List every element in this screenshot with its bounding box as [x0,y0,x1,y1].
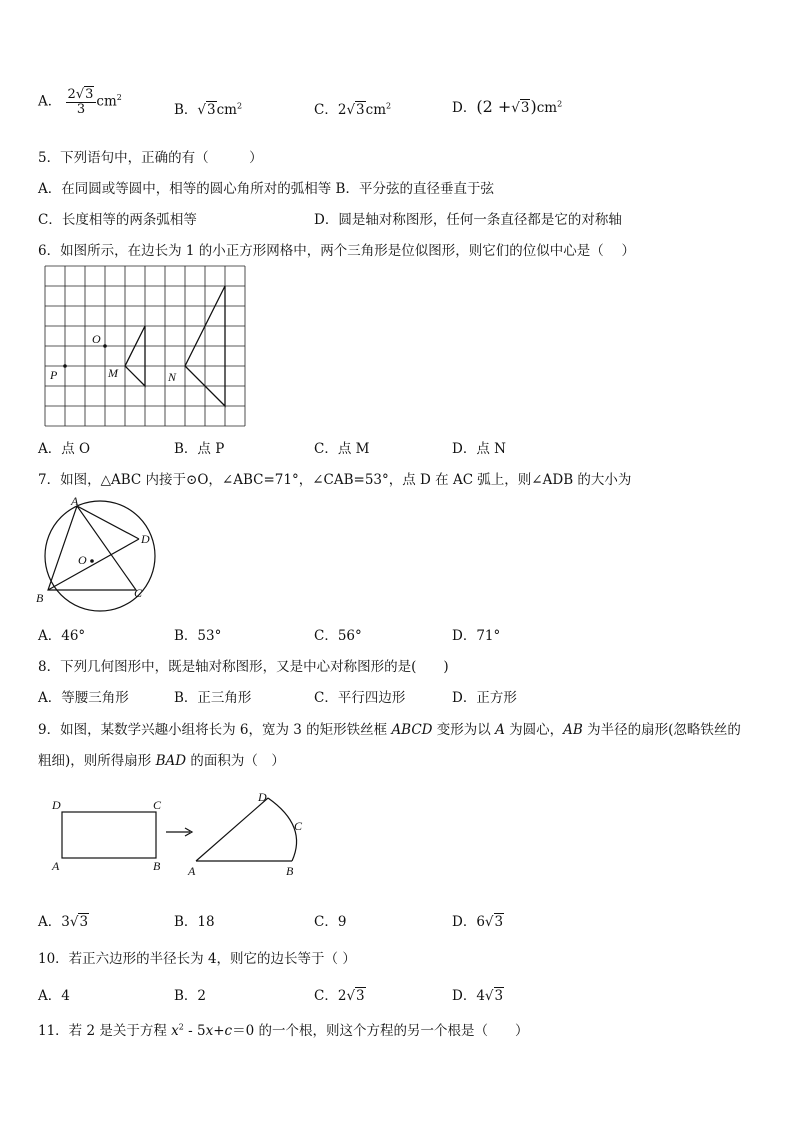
sector-label-c: C [294,819,303,833]
label-o: O [92,332,101,346]
q9-option-b: B．18 [174,914,215,930]
sector-label-a: A [188,864,196,878]
q5-stem: 5．下列语句中，正确的有（ ） [38,150,263,166]
q6-option-c: C．点 M [314,441,370,457]
q10-option-d: D．4√3 [452,988,504,1004]
rect-label-d: D [52,798,61,812]
q7-circle-figure [30,494,170,619]
rect-label-b: B [153,859,161,873]
q10-option-c: C．2√3 [314,988,365,1004]
q11-stem: 11．若 2 是关于方程 $x^2 - 5x+c=0$ 的一个根，则这个方程的另一个根是（ ） [38,1022,529,1039]
q4-option-a: A． $\frac{2√3}{3}$ $cm^2$ [38,87,122,117]
q10-stem: 10．若正六边形的半径长为 4，则它的边长等于（ ） [38,951,356,967]
rect-label-c: C [153,798,162,812]
q7-option-b: B．53° [174,628,222,644]
label-a: A [71,494,79,508]
q7-option-a: A．46° [38,628,86,644]
q4-option-d: D．$(2 +√3)cm^2$ [452,97,563,116]
label-n: N [168,370,177,384]
q7-option-c: C．56° [314,628,362,644]
q9-figure [46,788,316,880]
q4-option-c: C．$2√3cm^2$ [314,101,392,118]
rect-label-a: A [52,859,60,873]
q6-grid-figure [44,265,246,427]
sector-label-d: D [258,790,267,804]
small-triangle [125,326,145,386]
label-c: C [134,586,143,600]
q8-option-d: D．正方形 [452,690,517,706]
label-b: B [36,591,44,605]
q9-stem-line1: 9．如图，某数学兴趣小组将长为 6，宽为 3 的矩形铁丝框 ABCD 变形为以 A 为圆心，AB 为半径的扇形(忽略铁丝的 [38,722,741,738]
label-d: D [141,532,150,546]
label-m: M [108,366,118,380]
q7-option-d: D．71° [452,628,501,644]
q5-option-c: C．长度相等的两条弧相等 [38,212,197,228]
point-p [63,364,67,368]
label-p: P [50,368,58,382]
q9-stem-line2: 粗细)，则所得扇形 BAD 的面积为（ ） [38,753,285,769]
q8-option-c: C．平行四边形 [314,690,406,706]
rectangle-abcd [62,812,156,858]
q8-option-a: A．等腰三角形 [38,690,129,706]
point-o [103,344,107,348]
q9-option-a: A．3√3 [38,914,89,930]
q4-option-b: B．$√3cm^2$ [174,101,243,118]
q8-stem: 8．下列几何图形中，既是轴对称图形，又是中心对称图形的是( ) [38,659,449,675]
q5-option-ab: A．在同圆或等圆中，相等的圆心角所对的弧相等 B．平分弦的直径垂直于弦 [38,181,494,197]
q6-stem: 6．如图所示，在边长为 1 的小正方形网格中，两个三角形是位似图形，则它们的位似中心是（ ） [38,243,636,259]
q8-option-b: B．正三角形 [174,690,252,706]
q5-option-d: D．圆是轴对称图形，任何一条直径都是它的对称轴 [314,212,622,228]
sector-label-b: B [286,864,294,878]
q10-option-b: B．2 [174,988,207,1004]
q6-option-a: A．点 O [38,441,91,457]
q7-stem: 7．如图，△ABC 内接于⊙O，∠ABC=71°，∠CAB=53°，点 D 在 AC 弧上，则∠ADB 的大小为 [38,472,632,488]
sector-arc [268,798,297,861]
center-o [90,559,94,563]
q9-option-c: C．9 [314,914,347,930]
fraction: $\frac{2√3}{3}$ [66,88,97,116]
q6-option-d: D．点 N [452,441,506,457]
q6-option-b: B．点 P [174,441,225,457]
label-o: O [78,553,87,567]
q10-option-a: A．4 [38,988,70,1004]
q9-option-d: D．6√3 [452,914,504,930]
